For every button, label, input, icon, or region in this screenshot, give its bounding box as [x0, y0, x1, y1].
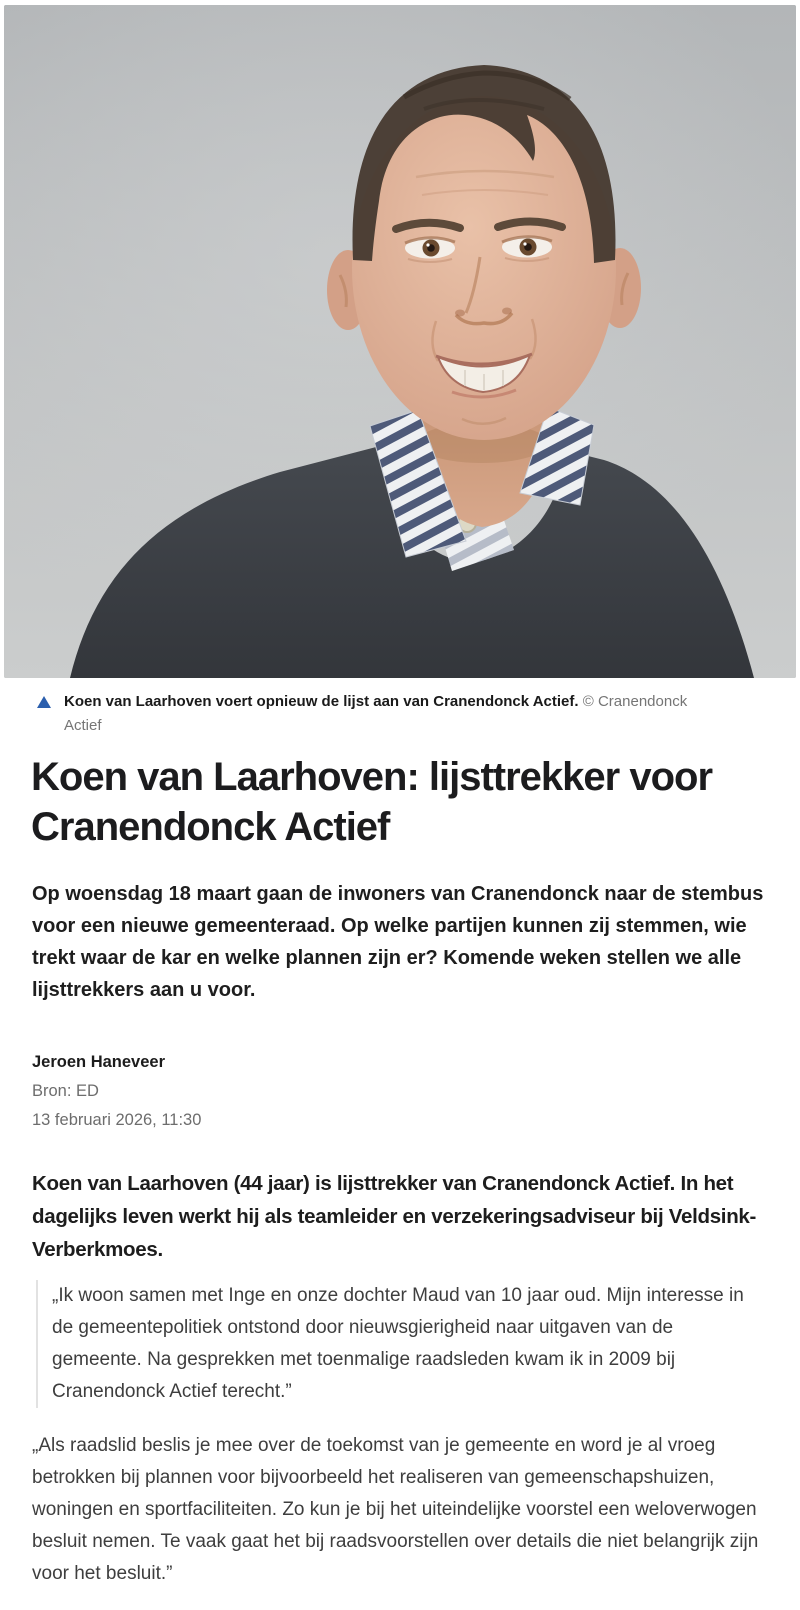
- caption-marker-icon: [37, 696, 51, 708]
- caption-text: [64, 690, 724, 738]
- article-title: Koen van Laarhoven: lijsttrekker voor Cranendonck Actief: [31, 755, 713, 849]
- portrait-illustration: [4, 5, 796, 678]
- caption-bold: Koen van Laarhoven voert opnieuw de lijst aan van Cranendonck Actief.: [64, 693, 579, 710]
- article-intro: Op woensdag 18 maart gaan de inwoners van Cranendonck naar de stembus voor een nieuwe gemeenteraad. Op welke partijen kunnen zij stemmen, wie trekt waar de kar en welke plannen zijn er? Komende weken stellen we alle lijsttrekkers aan u voor.: [32, 883, 764, 1001]
- body-paragraph: „Als raadslid beslis je mee over de toekomst van je gemeente en word je al vroeg betrokken bij plannen voor bijvoorbeeld het realiseren van gemeenschapshuizen, woningen en sportfaciliteiten. Zo kun je bij het uiteindelijke voorstel een weloverwogen besluit nemen. Te vaak gaat het bij raadsvoorstellen over details die niet belangrijk zijn voor het besluit.”: [32, 1435, 759, 1584]
- article-hero: [4, 5, 796, 738]
- author-name: Jeroen Haneveer: [32, 1053, 165, 1071]
- article-body: [0, 752, 800, 1590]
- byline: [32, 1048, 768, 1135]
- source-label: Bron: ED: [32, 1082, 99, 1100]
- publish-date: 13 februari 2026, 11:30: [32, 1111, 202, 1129]
- hero-photo: [4, 5, 796, 678]
- photo-caption: [37, 690, 764, 738]
- caption-credit: © Cranendonck Actief: [64, 693, 688, 734]
- lead-paragraph: Koen van Laarhoven (44 jaar) is lijsttrekker van Cranendonck Actief. In het dagelijks leven werkt hij als teamleider en verzekeringsadviseur bij Veldsink-Verberkmoes.: [32, 1172, 757, 1261]
- quote-block: „Ik woon samen met Inge en onze dochter Maud van 10 jaar oud. Mijn interesse in de gemeentepolitiek ontstond door nieuwsgierigheid naar uitgaven van de gemeente. Na gesprekken met toenmalige raadsleden kwam ik in 2009 bij Cranendonck Actief terecht.”: [36, 1280, 768, 1408]
